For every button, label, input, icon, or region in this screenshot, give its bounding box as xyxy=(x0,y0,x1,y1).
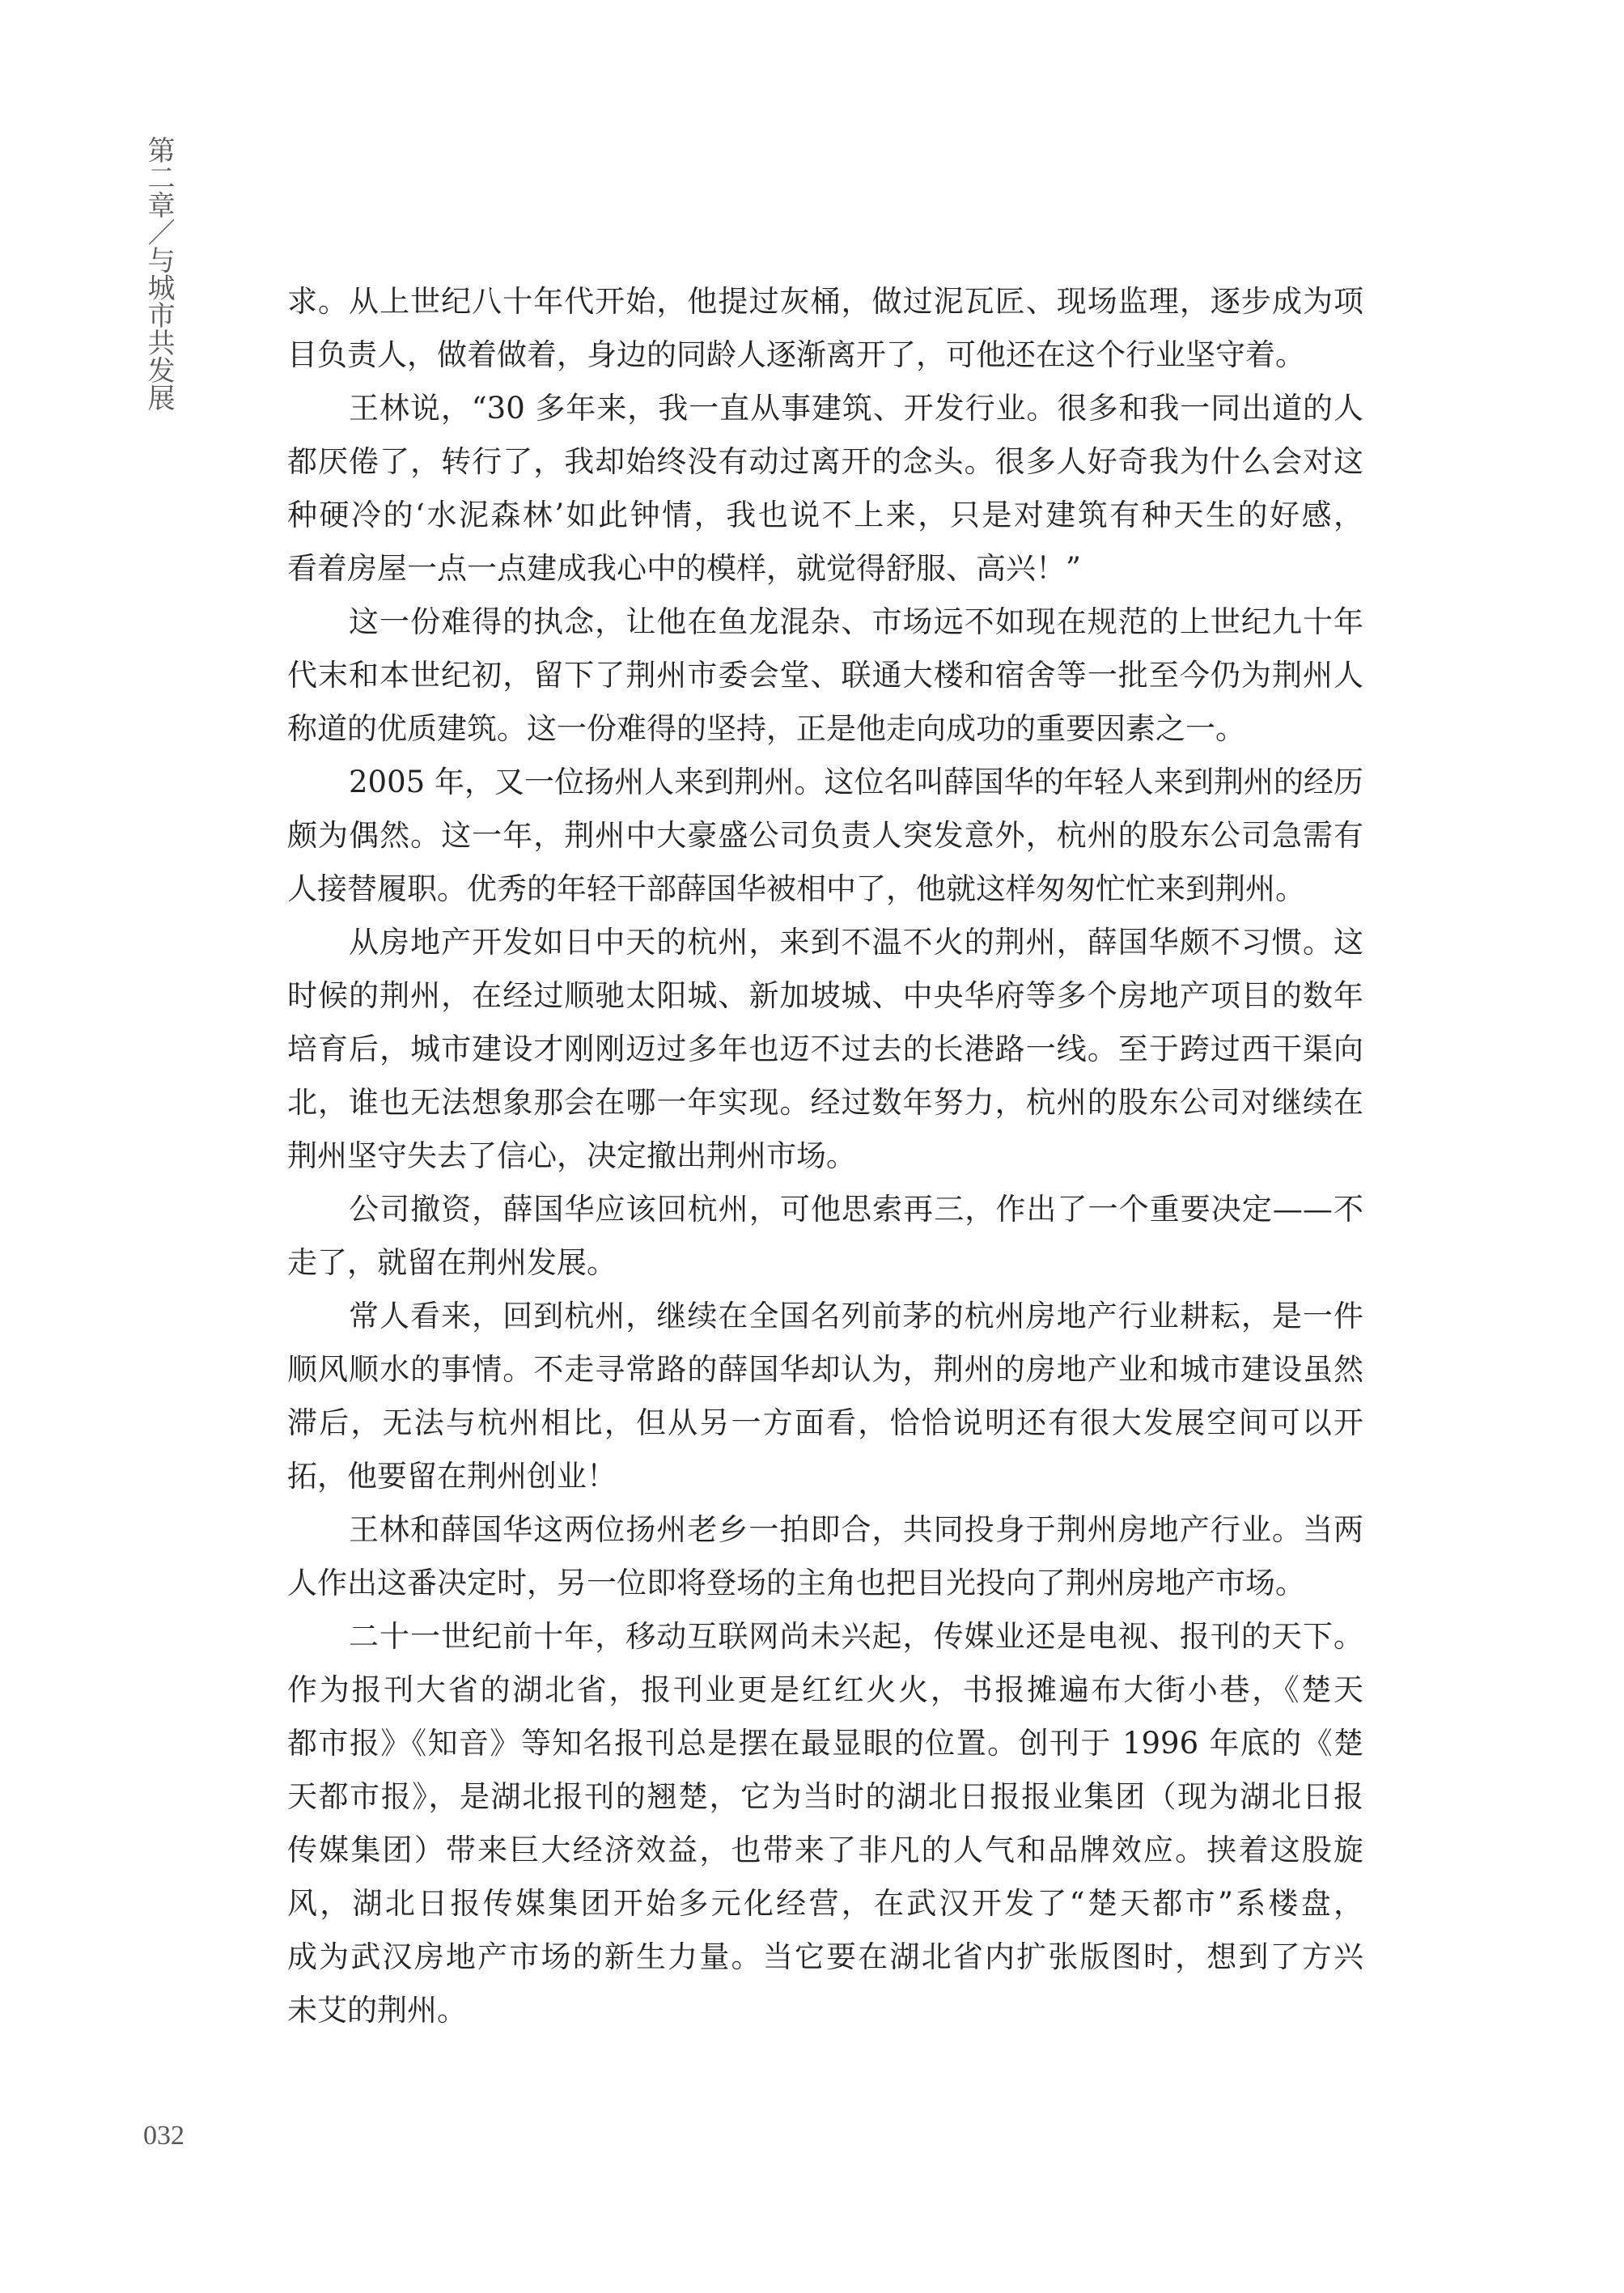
text-line: 称道的优质建筑。这一份难得的坚持，正是他走向成功的重要因素之一。 xyxy=(287,711,1245,746)
text-line: 常人看来，回到杭州，继续在全国名列前茅的杭州房地产行业耕耘，是一件 xyxy=(349,1299,1363,1333)
text-line: 都市报》《知音》等知名报刊总是摆在最显眼的位置。创刊于 1996 年底的《楚 xyxy=(287,1726,1363,1761)
text-line: 代末和本世纪初，留下了荆州市委会堂、联通大楼和宿舍等一批至今仍为荆州人 xyxy=(287,658,1363,693)
text-line: 培育后，城市建设才刚刚迈过多年也迈不过去的长港路一线。至于跨过西干渠向 xyxy=(287,1032,1363,1066)
text-line: 走了，就留在荆州发展。 xyxy=(287,1245,617,1280)
text-line: 都厌倦了，转行了，我却始终没有动过离开的念头。很多人好奇我为什么会对这 xyxy=(287,444,1363,479)
text-line: 公司撤资，薛国华应该回杭州，可他思索再三，作出了一个重要决定——不 xyxy=(349,1192,1363,1227)
text-line: 北，谁也无法想象那会在哪一年实现。经过数年努力，杭州的股东公司对继续在 xyxy=(287,1085,1363,1120)
text-line: 滞后，无法与杭州相比，但从另一方面看，恰恰说明还有很大发展空间可以开 xyxy=(287,1405,1363,1440)
text-line: 成为武汉房地产市场的新生力量。当它要在湖北省内扩张版图时，想到了方兴 xyxy=(287,1939,1363,1974)
text-line: 目负责人，做着做着，身边的同龄人逐渐离开了，可他还在这个行业坚守着。 xyxy=(287,337,1305,372)
text-line: 拓，他要留在荆州创业！ xyxy=(287,1459,617,1494)
text-line: 未艾的荆州。 xyxy=(287,1993,467,2028)
text-line: 二十一世纪前十年，移动互联网尚未兴起，传媒业还是电视、报刊的天下。 xyxy=(349,1619,1363,1654)
text-line: 求。从上世纪八十年代开始，他提过灰桶，做过泥瓦匠、现场监理，逐步成为项 xyxy=(287,284,1363,319)
text-line: 天都市报》，是湖北报刊的翘楚，它为当时的湖北日报报业集团（现为湖北日报 xyxy=(287,1779,1363,1814)
text-line: 传媒集团）带来巨大经济效益，也带来了非凡的人气和品牌效应。挟着这股旋 xyxy=(287,1833,1363,1867)
body-text xyxy=(287,275,1363,2037)
text-line: 王林说，“30 多年来，我一直从事建筑、开发行业。很多和我一同出道的人 xyxy=(349,391,1363,426)
text-line: 时候的荆州，在经过顺驰太阳城、新加坡城、中央华府等多个房地产项目的数年 xyxy=(287,978,1363,1013)
text-line: 荆州坚守失去了信心，决定撤出荆州市场。 xyxy=(287,1138,856,1173)
text-line: 作为报刊大省的湖北省，报刊业更是红红火火，书报摊遍布大街小巷，《楚天 xyxy=(287,1672,1363,1707)
running-head: 第二章／与城市共发展 xyxy=(142,136,175,411)
text-line: 顺风顺水的事情。不走寻常路的薛国华却认为，荆州的房地产业和城市建设虽然 xyxy=(287,1352,1363,1387)
text-line: 从房地产开发如日中天的杭州，来到不温不火的荆州，薛国华颇不习惯。这 xyxy=(349,925,1363,960)
text-line: 看着房屋一点一点建成我心中的模样，就觉得舒服、高兴！” xyxy=(287,551,1081,586)
text-line: 种硬冷的‘水泥森林’如此钟情，我也说不上来，只是对建筑有种天生的好感， xyxy=(287,498,1363,532)
text-line: 王林和薛国华这两位扬州老乡一拍即合，共同投身于荆州房地产行业。当两 xyxy=(349,1512,1363,1547)
text-line: 2005 年，又一位扬州人来到荆州。这位名叫薛国华的年轻人来到荆州的经历 xyxy=(349,765,1363,799)
page-number: 032 xyxy=(143,2121,184,2151)
text-line: 风，湖北日报传媒集团开始多元化经营，在武汉开发了“楚天都市”系楼盘， xyxy=(287,1886,1363,1921)
text-line: 颇为偶然。这一年，荆州中大豪盛公司负责人突发意外，杭州的股东公司急需有 xyxy=(287,818,1363,853)
text-line: 人接替履职。优秀的年轻干部薛国华被相中了，他就这样匆匆忙忙来到荆州。 xyxy=(287,871,1305,906)
text-line: 人作出这番决定时，另一位即将登场的主角也把目光投向了荆州房地产市场。 xyxy=(287,1566,1305,1600)
text-line: 这一份难得的执念，让他在鱼龙混杂、市场远不如现在规范的上世纪九十年 xyxy=(349,604,1363,639)
